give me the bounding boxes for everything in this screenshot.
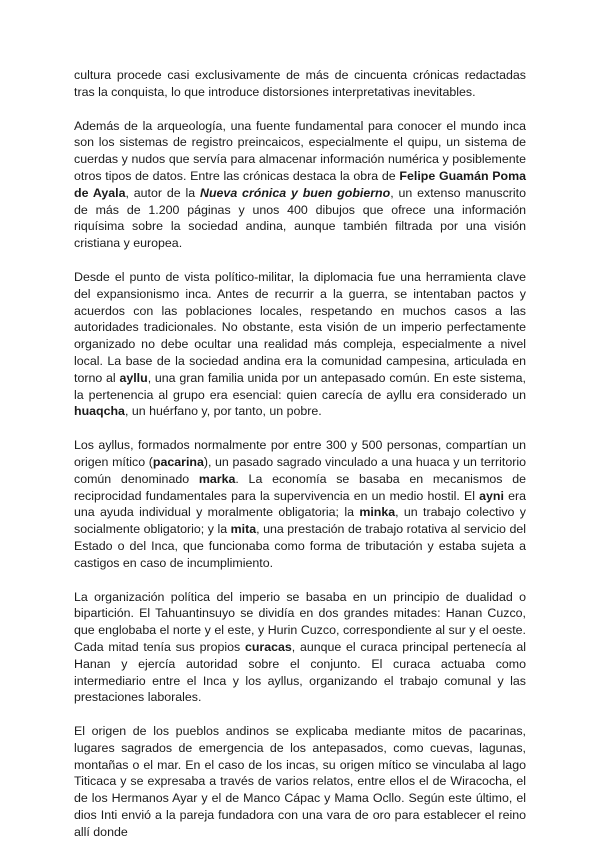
text-segment: , aunque el curaca principal pertenecía al Hanan y ejercía autoridad sobre el conjunto. El curaca actuaba como intermediario entre el Inca y los ayllus, organizando el trabajo comunal y las prestaciones laborales. — [74, 639, 526, 705]
paragraph-5 — [74, 589, 526, 707]
text-segment: , una prestación de trabajo rotativa al servicio del Estado o del Inca, que funcionaba como forma de tributación y estaba sujeta a castigos en caso de incumplimiento. — [74, 522, 527, 570]
bold-term-author: Felipe Guamán Poma de Ayala — [74, 168, 526, 200]
text-segment: cultura procede casi exclusivamente de más de cincuenta crónicas redactadas tras la conquista, lo que introduce distorsiones interpretativas inevitables. — [74, 68, 526, 99]
bold-term-ayllu: ayllu — [119, 370, 148, 385]
text-segment: ), un pasado sagrado vinculado a una huaca y un territorio común denominado — [74, 454, 526, 486]
paragraph-6 — [74, 723, 526, 841]
text-segment: Los ayllus, formados normalmente por entre 300 y 500 personas, compartían un origen mítico ( — [74, 438, 526, 469]
text-segment: era una ayuda individual y moralmente obligatoria; la — [74, 488, 526, 520]
text-segment: Además de la arqueología, una fuente fundamental para conocer el mundo inca son los sistemas de registro preincaicos, especialmente el quipu, un sistema de cuerdas y nudos que servía para almacenar información numérica y posiblemente otros tipos de datos. Entre las crónicas destaca la obra de — [74, 118, 526, 183]
bold-term-ayni: ayni — [479, 488, 504, 503]
bold-term-marka: marka — [198, 471, 236, 486]
text-segment: Desde el punto de vista político-militar, la diplomacia fue una herramienta clave del expansionismo inca. Antes de recurrir a la guerra, se intentaban pactos y acuerdos con las poblaciones locales, respetando en muchos casos a las autoridades tradicionales. No obstante, esta visión de un imperio perfectamente organizado no debe ocultar una realidad más compleja, especialmente a nivel local. La base de la sociedad andina era la comunidad campesina, articulada en torno al — [74, 269, 526, 385]
paragraph-3 — [74, 269, 526, 420]
bold-term-huaqcha: huaqcha — [74, 404, 125, 419]
text-segment: La organización política del imperio se basaba en un principio de dualidad o bipartición. El Tahuantinsuyo se dividía en dos grandes mitades: Hanan Cuzco, que englobaba el norte y el este, y Hurin Cuzco, correspondiente al sur y el oeste. Cada mitad tenía sus propios — [74, 589, 526, 654]
text-segment: , un extenso manuscrito de más de 1.200 páginas y unos 400 dibujos que ofrece una información riquísima sobre la sociedad andina, aunque también filtrada por una visión cristiana y europea. — [74, 185, 526, 251]
book-title: Nueva crónica y buen gobierno — [200, 185, 391, 200]
paragraph-4 — [74, 437, 526, 571]
text-segment: , un trabajo colectivo y socialmente obligatorio; y la — [74, 505, 526, 537]
bold-term-pacarina: pacarina — [152, 454, 204, 469]
text-segment: El origen de los pueblos andinos se explicaba mediante mitos de pacarinas, lugares sagrados de emergencia de los antepasados, como cuevas, lagunas, montañas o el mar. En el caso de los incas, su origen mítico se vinculaba al lago Titicaca y se expresaba a través de varios relatos, entre ellos el de Wiracocha, el de los Hermanos Ayar y el de Manco Cápac y Mama Ocllo. Según este último, el dios Inti envió a la pareja fundadora con una vara de oro para establecer el reino allí donde — [74, 724, 526, 839]
bold-term-minka: minka — [359, 505, 396, 520]
paragraph-1 — [74, 67, 526, 101]
text-segment: . La economía se basaba en mecanismos de reciprocidad fundamentales para la supervivencia en un medio hostil. El — [74, 471, 526, 503]
text-segment: , una gran familia unida por un antepasado común. En este sistema, la pertenencia al grupo era esencial: quien carecía de ayllu era considerado un — [74, 370, 526, 402]
paragraph-2 — [74, 118, 526, 252]
text-segment: , un huérfano y, por tanto, un pobre. — [124, 404, 322, 419]
bold-term-mita: mita — [230, 522, 257, 537]
text-segment: , autor de la — [125, 185, 201, 200]
document-page — [74, 67, 526, 858]
bold-term-curacas: curacas — [244, 639, 292, 654]
